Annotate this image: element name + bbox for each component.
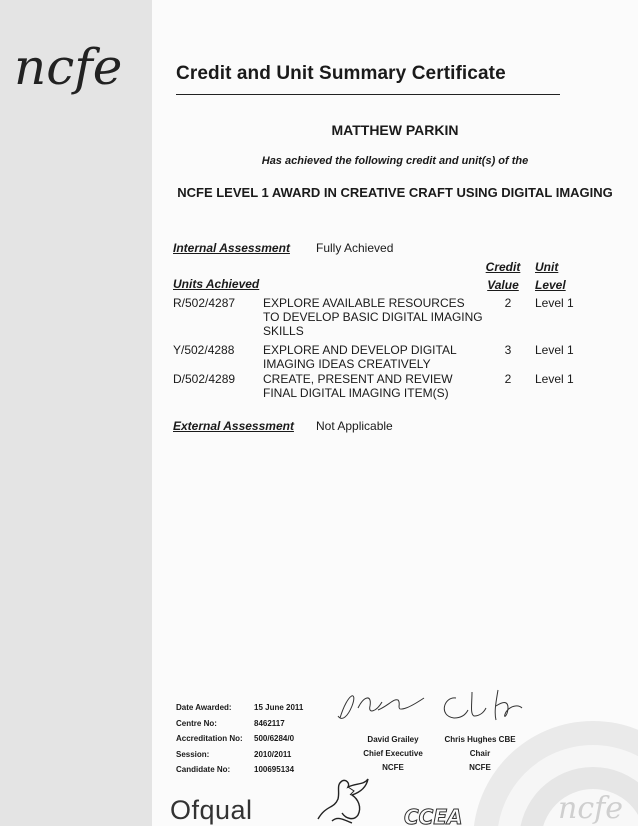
welsh-dragon-icon: [312, 775, 374, 825]
candidate-name: MATTHEW PARKIN: [331, 122, 459, 138]
detail-row: [176, 762, 303, 778]
detail-value: 2010/2011: [254, 749, 292, 759]
detail-row: [176, 700, 303, 716]
signatory-name: David Grailey: [367, 735, 419, 744]
unit-level: Level 1: [535, 296, 574, 310]
external-assessment-label: External Assessment: [173, 419, 294, 433]
credit-header-line-2: Value: [487, 278, 519, 292]
certificate-title: Credit and Unit Summary Certificate: [176, 63, 506, 84]
detail-value: 15 June 2011: [254, 703, 304, 712]
award-details: [176, 700, 303, 778]
watermark-text: ncfe: [558, 791, 623, 826]
unit-level: Level 1: [535, 343, 574, 357]
unit-title: EXPLORE AVAILABLE RESOURCES TO DEVELOP BASIC DIGITAL IMAGING SKILLS: [263, 296, 483, 338]
detail-label: Date Awarded:: [176, 703, 232, 712]
cea-logo-text: CCEA: [404, 805, 463, 826]
signatory-name: Chris Hughes CBE: [444, 735, 516, 744]
internal-assessment-label: Internal Assessment: [173, 241, 290, 255]
detail-label: Centre No:: [176, 718, 217, 728]
ofqual-logo: Ofqual: [170, 795, 253, 825]
signatory-org: NCFE: [382, 763, 404, 772]
signatory-org: NCFE: [469, 763, 491, 772]
qualification-title: NCFE LEVEL 1 AWARD IN CREATIVE CRAFT USING DIGITAL IMAGING: [177, 185, 613, 200]
unit-code: Y/502/4288: [173, 343, 235, 357]
title-rule: [176, 94, 560, 95]
internal-assessment-value: Fully Achieved: [316, 241, 394, 255]
detail-value: 100695134: [254, 765, 295, 774]
logo-text: ncfe: [14, 38, 123, 96]
unit-title: CREATE, PRESENT AND REVIEW FINAL DIGITAL IMAGING ITEM(S): [263, 372, 453, 400]
unit-level-header: [535, 258, 585, 294]
unit-code: R/502/4287: [173, 296, 236, 310]
detail-label: Accreditation No:: [176, 734, 243, 743]
achieved-text: Has achieved the following credit and unit(s) of the: [261, 155, 529, 167]
external-assessment-value: Not Applicable: [316, 419, 393, 433]
ncfe-logo-icon: [10, 22, 150, 112]
left-grey-band: [0, 0, 152, 826]
detail-row: [176, 716, 303, 732]
unit-title: EXPLORE AND DEVELOP DIGITAL IMAGING IDEAS CREATIVELY: [263, 343, 457, 371]
unit-credit: 2: [504, 296, 512, 310]
credit-value-header: [474, 258, 532, 294]
signatory-role: Chair: [469, 749, 491, 758]
ccea-logo-icon: [398, 805, 468, 826]
signature-david-grailey: [328, 686, 432, 726]
level-header-line-1: Unit: [535, 260, 559, 274]
unit-level: Level 1: [535, 372, 574, 386]
units-achieved-label: Units Achieved: [173, 277, 260, 291]
detail-value: 8462117: [254, 718, 285, 728]
decorative-swirl-icon: [468, 686, 638, 826]
unit-code: D/502/4289: [173, 372, 236, 386]
detail-row: [176, 747, 303, 763]
detail-label: Session:: [176, 749, 210, 759]
level-header-line-2: Level: [535, 278, 566, 292]
detail-value: 500/6284/0: [254, 734, 295, 743]
signatory-role: Chief Executive: [363, 749, 423, 758]
unit-credit: 2: [504, 372, 512, 386]
credit-header-line-1: Credit: [485, 260, 521, 274]
detail-label: Candidate No:: [176, 765, 231, 774]
unit-credit: 3: [504, 343, 512, 357]
detail-row: [176, 731, 303, 747]
